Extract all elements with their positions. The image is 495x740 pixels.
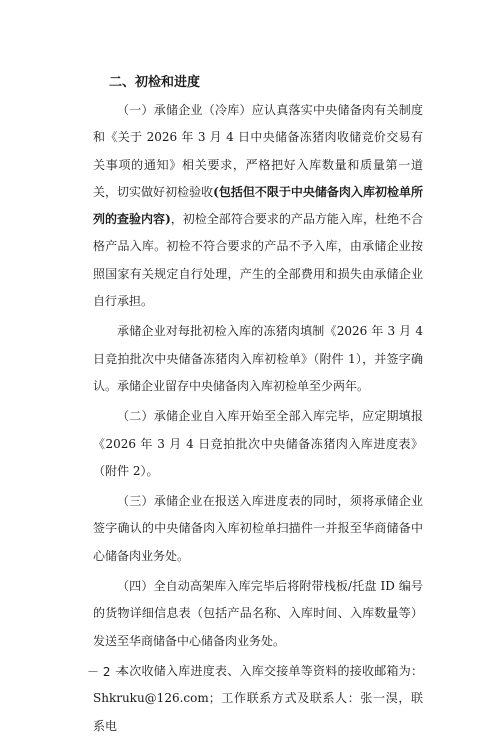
paragraph-initial-inspection [93, 97, 423, 315]
paragraph-text: （一）承储企业（冷库）应认真落实中央储备肉有关制度和《关于 2026 年 3 月 4 日中央储备冻猪肉收储竞价交易有关事项的通知》相关要求，严格把好入库数量和质量第一道关，切实做好初检验收 [93, 103, 423, 199]
paragraph-progress-report: （二）承储企业自入库开始至全部入库完毕，应定期填报《2026 年 3 月 4 日竞拍批次中央储备冻猪肉入库进度表》（附件 2）。 [93, 409, 423, 478]
section-heading: 二、初检和进度 [109, 75, 201, 90]
document-body [93, 69, 423, 740]
paragraph-scan-submission: （三）承储企业在报送入库进度表的同时，须将承储企业签字确认的中央储备肉入库初检单扫描件一并报至华商储备中心储备肉业务处。 [93, 494, 423, 563]
bold-inspection-scope: (包括但不限于中央储备肉入库初检单所列的查验内容) [93, 184, 423, 227]
paragraph-contact-info: 本次收储入库进度表、入库交接单等资料的接收邮箱为：Shkruku@126.com；工作联系方式及联系人：张一淏，联系电 [93, 663, 423, 733]
paragraph-warehouse-details: （四）全自动高架库入库完毕后将附带栈板/托盘 ID 编号的货物详细信息表（包括产品名称、入库时间、入库数量等）发送至华商储备中心储备肉业务处。 [93, 579, 423, 648]
paragraph-inspection-form: 承储企业对每批初检入库的冻猪肉填制《2026 年 3 月 4 日竞拍批次中央储备冻猪肉入库初检单》（附件 1），并签字确认。承储企业留存中央储备肉入库初检单至少两年。 [93, 324, 423, 393]
page-number: － 2 － [87, 665, 127, 679]
paragraph-text: ，初检全部符合要求的产品方能入库，杜绝不合格产品入库。初检不符合要求的产品不予入库，由承储企业按照国家有关规定自行处理，产生的全部费用和损失由承储企业自行承担。 [93, 212, 423, 309]
